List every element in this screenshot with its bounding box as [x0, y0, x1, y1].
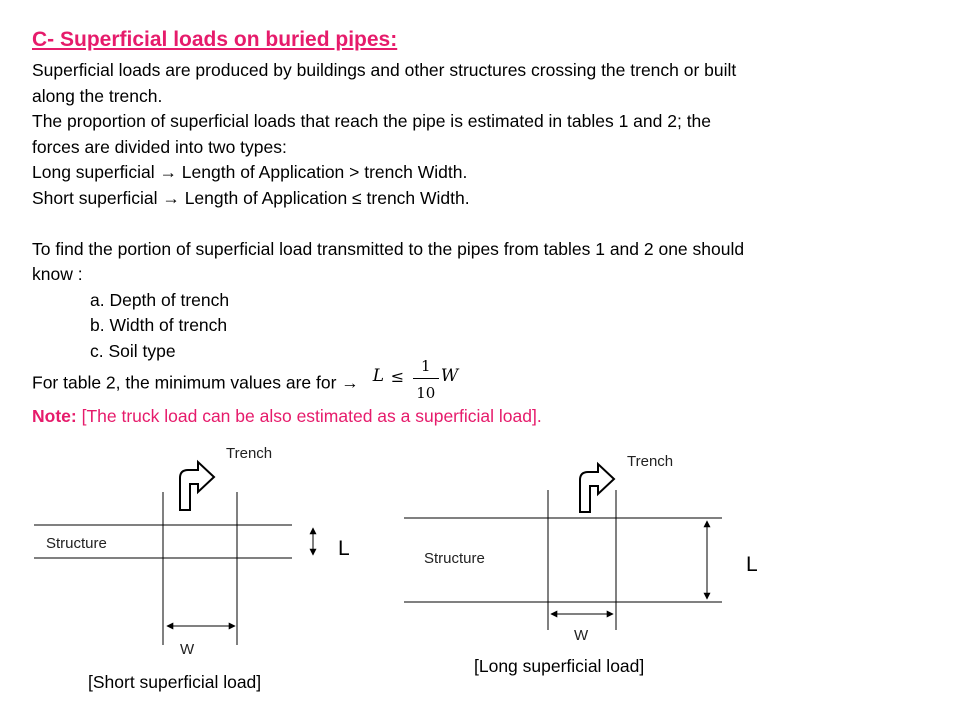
formula-op: ≤ — [390, 367, 405, 386]
long-length-label: L — [746, 553, 758, 576]
paragraph-line: The proportion of superficial loads that reach the pipe is estimated in tables 1 and 2; the — [32, 111, 712, 131]
long-caption: [Long superficial load] — [474, 656, 645, 676]
long-definition: Long superficial → Length of Application > trench Width. — [32, 162, 468, 182]
short-trench-label: Trench — [226, 445, 273, 462]
formula-numerator: 1 — [421, 357, 431, 375]
paragraph-line: along the trench. — [32, 85, 163, 106]
note-text: [The truck load can be also estimated as a superficial load]. — [76, 406, 542, 426]
short-structure-label: Structure — [46, 535, 107, 552]
short-width-label: W — [180, 641, 195, 658]
list-item-soil: c. Soil type — [90, 340, 176, 361]
long-trench-label: Trench — [627, 453, 674, 470]
paragraph-line: know : — [32, 264, 83, 284]
short-load-diagram — [34, 445, 350, 692]
formula-lhs: L — [372, 366, 385, 386]
short-definition: Short superficial → Length of Application ≤ trench Width. — [32, 187, 470, 208]
list-item-width: b. Width of trench — [90, 315, 228, 335]
slide-title: C- Superficial loads on buried pipes: — [32, 28, 398, 51]
long-width-label: W — [574, 627, 589, 644]
long-structure-label: Structure — [424, 550, 485, 567]
formula-rhs: W — [440, 366, 459, 386]
list-item-depth: a. Depth of trench — [90, 289, 230, 310]
bent-arrow-icon — [180, 462, 214, 510]
table2-text: For table 2, the minimum values are for → — [32, 372, 359, 393]
short-caption: [Short superficial load] — [88, 672, 262, 692]
paragraph-line: forces are divided into two types: — [32, 136, 287, 157]
formula-denominator: 10 — [416, 384, 436, 402]
paragraph-line: Superficial loads are produced by buildings and other structures crossing the trench or built — [32, 60, 737, 80]
bent-arrow-icon — [580, 464, 614, 512]
note-label: Note: — [32, 406, 77, 426]
long-load-diagram — [404, 453, 758, 676]
paragraph-line: To find the portion of superficial load transmitted to the pipes from tables 1 and 2 one should — [32, 238, 745, 259]
short-length-label: L — [338, 537, 350, 560]
